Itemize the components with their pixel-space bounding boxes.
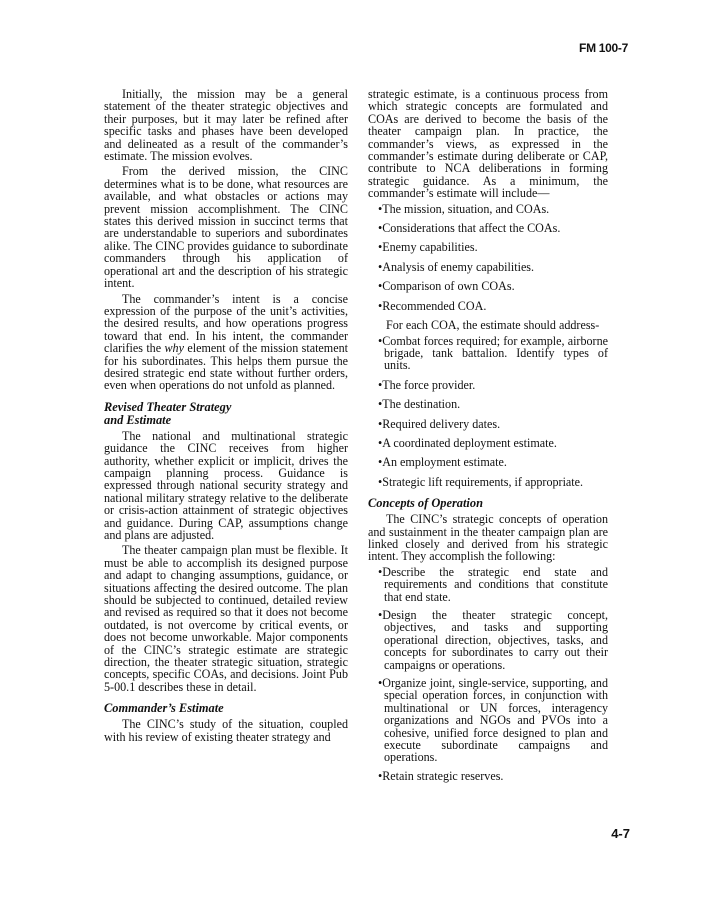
list-item: •Combat forces required; for example, airborne brigade, tank battalion. Identify types of units. (378, 333, 608, 373)
list-item: •Comparison of own COAs. (378, 279, 515, 294)
concepts-accomplish-list (368, 566, 608, 783)
paragraph-flexible-plan: The theater campaign plan must be flexible. It must be able to accomplish its designed purpose and adapt to changing assumptions, guidance, or situations affecting the desired outcome. The plan should be subjected to continued, detailed review and revised as required so that it does not become outdated, is not overcome by critical events, or does not become unworkable. Major components of the CINC’s strategic estimate are strategic direction, the theater strategic situation, strategic concepts, specific COAs, and decisions. Joint Pub 5-00.1 describes these in detail. (104, 543, 348, 694)
intent-text-b: element of the mission statement for his subordinates. This helps them pursue the desired strategic end state without further orders, even when operations do not unfold as planned. (104, 341, 348, 393)
coa-address-list (368, 335, 608, 489)
heading-commanders-estimate: Commander’s Estimate (104, 701, 224, 716)
list-item: •Analysis of enemy capabilities. (378, 259, 535, 274)
list-item: •The destination. (378, 397, 461, 412)
paragraph-commanders-intent (104, 293, 348, 392)
paragraph-derived-mission: From the derived mission, the CINC determines what is to be done, what resources are available, and what obstacles or actions may prevent mission accomplishment. The CINC states this derived mission in succinct terms that are understandable to superiors and subordinates alike. The CINC provides guidance to subordinate commanders through his application of operational art and the description of his strategic intent. (104, 164, 348, 291)
heading-line-1: Revised Theater Strategy (104, 399, 232, 414)
list-item: •Describe the strategic end state and requirements and conditions that constitute that end state. (378, 564, 608, 604)
right-column (368, 88, 608, 788)
list-item: •An employment estimate. (378, 455, 507, 470)
paragraph-strategic-guidance: The national and multinational strategic guidance the CINC receives from higher authority, whether explicit or implicit, drives the campaign planning process. Guidance is expressed through national security strategy and national military strategy relative to the deliberate or crisis-action attainment of strategic objectives and guidance. During CAP, assumptions change and plans are adjusted. (104, 428, 348, 542)
heading-line-2: and Estimate (104, 412, 172, 427)
paragraph-concepts: The CINC’s strategic concepts of operation and sustainment in the theater campaign plan are linked closely and derived from his strategic intent. They accomplish the following: (368, 512, 608, 564)
page-number: 4-7 (611, 826, 630, 841)
list-item: •Considerations that affect the COAs. (378, 221, 561, 236)
left-column (104, 88, 348, 746)
list-item: •Strategic lift requirements, if appropriate. (378, 474, 584, 489)
estimate-includes-list (368, 203, 608, 312)
heading-revised-theater-strategy (104, 401, 348, 427)
list-item: •Recommended COA. (378, 298, 487, 313)
heading-concepts-of-operation: Concepts of Operation (368, 496, 483, 511)
list-item: •Enemy capabilities. (378, 240, 478, 255)
list-item: •Required delivery dates. (378, 416, 501, 431)
paragraph-mission-evolves: Initially, the mission may be a general statement of the theater strategic objectives and their purposes, but it may later be refined after specific tasks and phases have been developed and delineated as a result of the commander’s estimate. The mission evolves. (104, 87, 348, 164)
paragraph-cinc-study: The CINC’s study of the situation, coupled with his review of existing theater strategy and (104, 717, 348, 744)
list-item: •Organize joint, single-service, supporting, and special operation forces, in conjunction with multinational or UN forces, interagency organizations and NGOs and PVOs into a cohesive, unified force designed to plan and execute subordinate campaigns and operations. (378, 676, 608, 765)
list-item: •The mission, situation, and COAs. (378, 201, 550, 216)
list-item: •Design the theater strategic concept, objectives, and tasks and supporting operational direction, objectives, tasks, and concepts for subordinates to carry out their campaigns or operations. (378, 608, 608, 672)
paragraph-each-coa: For each COA, the estimate should address- (386, 318, 600, 333)
document-id-header: FM 100-7 (579, 41, 628, 55)
intent-emphasis-why: why (164, 341, 184, 356)
intent-text-a: The commander’s intent is a concise expression of the purpose of the unit’s activities, the desired results, and how operations progress toward that end. In his intent, the commander clarifies the (104, 291, 348, 356)
list-item: •The force provider. (378, 377, 476, 392)
paragraph-strategic-estimate: strategic estimate, is a continuous process from which strategic concepts are formulated and COAs are derived to become the basis of the theater campaign plan. In practice, the commander’s views, as expressed in the commander’s estimate during deliberate or CAP, contribute to NCA deliberations in forming strategic guidance. As a minimum, the commander’s estimate will include— (368, 87, 608, 201)
list-item: •Retain strategic reserves. (378, 768, 504, 783)
list-item: •A coordinated deployment estimate. (378, 435, 557, 450)
